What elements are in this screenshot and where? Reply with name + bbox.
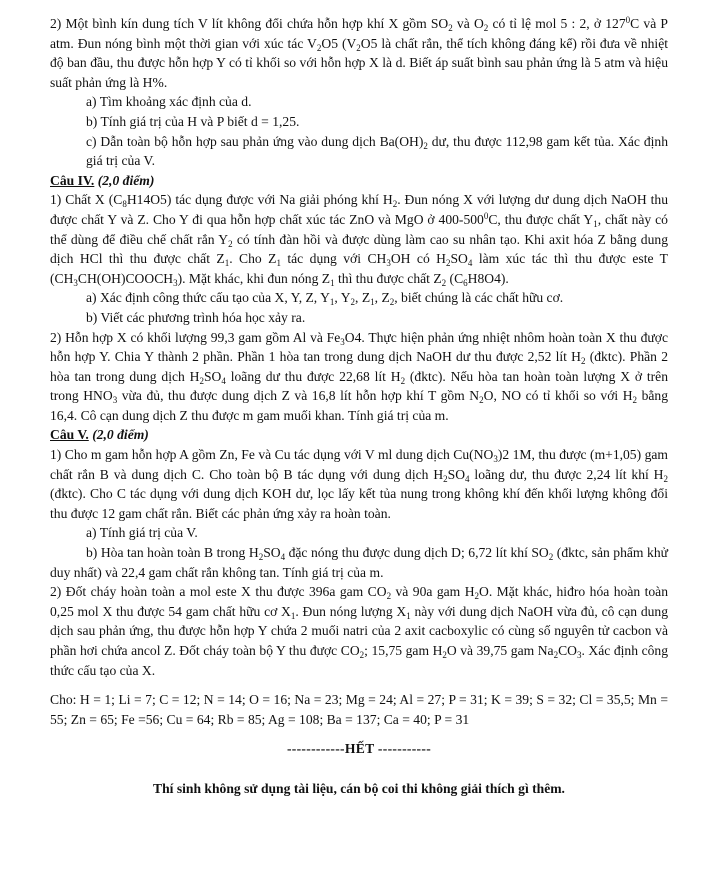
footer-note: Thí sinh không sử dụng tài liệu, cán bộ coi thi không giải thích gì thêm. [153, 780, 565, 796]
cau4-heading [50, 171, 668, 191]
cau4-part1-a: a) Xác định công thức cấu tạo của X, Y, Z, $Y_1$, $Y_2$, $Z_1$, $Z_2$, biết chúng là các chất hữu cơ. [86, 290, 564, 308]
cau4-part2: 2) Hỗn hợp X có khối lượng 99,3 gam gồm Al và $Fe_3O4$. Thực hiện phản ứng nhiệt nhôm hoàn toàn X thu được hỗn hợp Y. Chia Y thành 2 phần. Phần 1 hòa tan trong dung dịch NaOH dư thu được 2,52 lít $H_2$ (đktc). Phần 2 hòa tan trong dung dịch $H_2SO_4$ loãng dư thu được 22,68 lít $H_2$ (đktc). Nếu hòa tan hoàn toàn lượng X ở trên trong $HNO_3$ vừa đủ, thu được dung dịch Z và 16,8 lít hỗn hợp khí T gồm $N_2O$, NO có tỉ khối so với $H_2$ bằng 16,4. Cô cạn dung dịch Z thu được m gam muối khan. Tính giá trị của m. [50, 329, 669, 423]
cau4-part1-b: b) Viết các phương trình hóa học xảy ra. [86, 309, 306, 325]
cau5-part1-b: b) Hòa tan hoàn toàn B trong $H_2SO_4$ đặc nóng thu được dung dịch D; 6,72 lít khí $SO_2$ (đktc, sản phẩm khử duy nhất) và 22,4 gam chất rắn không tan. Tính giá trị của m. [50, 545, 668, 580]
end-marker: ------------HẾT ----------- [286, 741, 432, 757]
cau5-heading [50, 425, 668, 445]
q3-part2-intro: 2) Một bình kín dung tích V lít không đổi chứa hỗn hợp khí X gồm $SO_2$ và $O_2$ có tỉ lệ mol 5 : 2, ở $127^0C$ và P atm. Đun nóng bình một thời gian với xúc tác $V_2O5$ ($V_2O5$ là chất rắn, thể tích không đáng kể) rồi đưa về nhiệt độ ban đầu, thu được hỗn hợp Y có tỉ khối so với hỗn hợp X là d. Biết áp suất bình sau phản ứng là 5 atm và hiệu suất phản ứng là H%. [50, 15, 669, 90]
cau5-part2: 2) Đốt cháy hoàn toàn a mol este X thu được 396a gam $CO_2$ và 90a gam $H_2O$. Mặt khác, hiđro hóa hoàn toàn 0,25 mol X thu được 54 gam chất hữu cơ $X_1$. Đun nóng lượng $X_1$ này với dung dịch NaOH vừa đủ, cô cạn dung dịch sau phản ứng, thu được hỗn hợp Y chứa 2 muối natri của 2 axit cacboxylic có cùng số nguyên tử cacbon và phần hơi chứa ancol Z. Đốt cháy toàn bộ Y thu được $CO_2$; 15,75 gam $H_2O$ và 39,75 gam $Na_2CO_3$. Xác định công thức cấu tạo của X. [50, 584, 669, 678]
cau5-title: Câu V. [50, 427, 89, 443]
cau4-title: Câu IV. [50, 172, 95, 188]
cau5-part1-a: a) Tính giá trị của V. [86, 525, 198, 541]
cau4-points: (2,0 điểm) [97, 172, 155, 188]
cau5-part1: 1) Cho m gam hỗn hợp A gồm Zn, Fe và Cu tác dụng với V ml dung dịch $Cu(NO_3)2$ 1M, thu được (m+1,05) gam chất rắn B và dung dịch C. Cho toàn bộ B tác dụng với dung dịch $H_2SO_4$ loãng dư, thu được 2,24 lít khí $H_2$ (đktc). Cho C tác dụng với dung dịch KOH dư, lọc lấy kết tủa nung trong không khí đến khối lượng không đổi thu được 12 gam chất rắn. Biết các phản ứng xảy ra hoàn toàn. [50, 447, 669, 521]
q3-part2-b: b) Tính giá trị của H và P biết d = 1,25. [86, 113, 300, 129]
cau4-part1: 1) Chất X $(C_8H14O5)$ tác dụng được với Na giải phóng khí $H_2$. Đun nóng X với lượng dư dung dịch NaOH thu được chất Y và Z. Cho Y đi qua hỗn hợp chất xúc tác ZnO và MgO ở $400-500^0C$, thu được chất $Y_1$, chất này có thể dùng để điều chế chất rắn $Y_2$ có tính đàn hồi và được dùng làm cao su nhân tạo. Khi axit hóa Z bằng dung dịch HCl thì thu được chất $Z_1$. Cho $Z_1$ tác dụng với $CH_3OH$ có $H_2SO_4$ làm xúc tác thì thu được este T $(CH_3CH(OH)COOCH_3)$. Mặt khác, khi đun nóng $Z_1$ thì thu được chất $Z_2$ $(C_6H8O4)$. [50, 192, 668, 288]
atomic-masses: Cho: H = 1; Li = 7; C = 12; N = 14; O = 16; Na = 23; Mg = 24; Al = 27; P = 31; K = 39; S = 32; Cl = 35,5; Mn = 55; Zn = 65; Fe =56; Cu = 64; Rb = 85; Ag = 108; Ba = 137; Ca = 40; P = 31 [50, 692, 668, 727]
cau5-points: (2,0 điểm) [92, 427, 149, 443]
q3-part2-c: c) Dẫn toàn bộ hỗn hợp sau phản ứng vào dung dịch $Ba(OH)_2$ dư, thu được 112,98 gam kết tủa. Xác định giá trị của V. [86, 133, 668, 169]
q3-part2-a: a) Tìm khoảng xác định của d. [86, 94, 252, 110]
